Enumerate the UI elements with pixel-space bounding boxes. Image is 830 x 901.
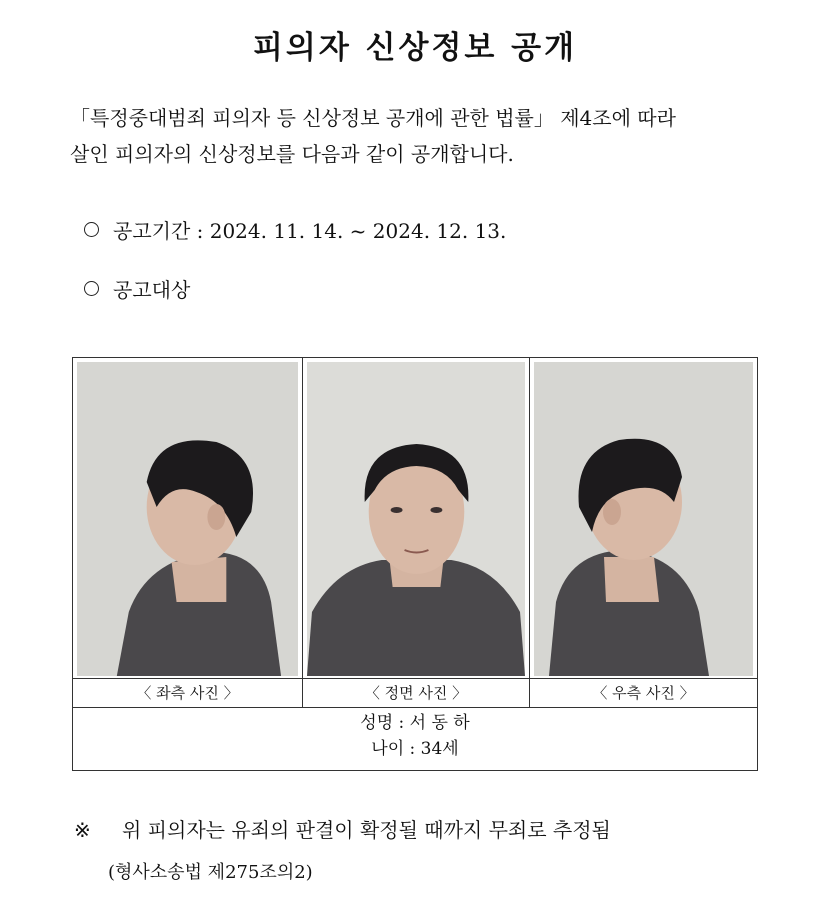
intro-line-2: 살인 피의자의 신상정보를 다음과 같이 공개합니다. — [70, 142, 514, 166]
circle-bullet-icon — [84, 222, 99, 237]
caption-front: 〈 정면 사진 〉 — [303, 679, 530, 707]
presumption-note — [74, 814, 774, 843]
suspect-info-table — [72, 357, 758, 771]
left-profile-photo — [77, 362, 298, 676]
caption-row — [73, 678, 757, 708]
notice-period-item — [84, 215, 506, 244]
photo-row — [73, 358, 757, 678]
presumption-text: 위 피의자는 유죄의 판결이 확정될 때까지 무죄로 추정됨 — [122, 818, 611, 842]
page-title: 피의자 신상정보 공개 — [252, 30, 578, 66]
intro-line-1: 「특정중대범죄 피의자 등 신상정보 공개에 관한 법률」 제4조에 따라 — [70, 106, 676, 130]
notice-target-item — [84, 274, 190, 303]
photo-left-profile — [73, 358, 303, 678]
suspect-age: 나이 : 34세 — [371, 739, 459, 759]
photo-front — [303, 358, 530, 678]
caption-left: 〈 좌측 사진 〉 — [73, 679, 303, 707]
suspect-details — [73, 710, 757, 762]
law-reference: (형사소송법 제275조의2) — [108, 862, 313, 883]
notice-period-label: 공고기간 : 2024. 11. 14. ~ 2024. 12. 13. — [113, 219, 507, 243]
caption-right: 〈 우측 사진 〉 — [592, 684, 695, 702]
suspect-name: 성명 : 서 동 하 — [360, 713, 470, 733]
reference-mark: ※ — [74, 818, 91, 842]
front-photo — [307, 362, 525, 676]
circle-bullet-icon — [84, 281, 99, 296]
intro-paragraph — [70, 100, 790, 172]
right-profile-photo — [534, 362, 753, 676]
photo-right-profile — [530, 358, 757, 678]
notice-target-label: 공고대상 — [113, 278, 191, 302]
